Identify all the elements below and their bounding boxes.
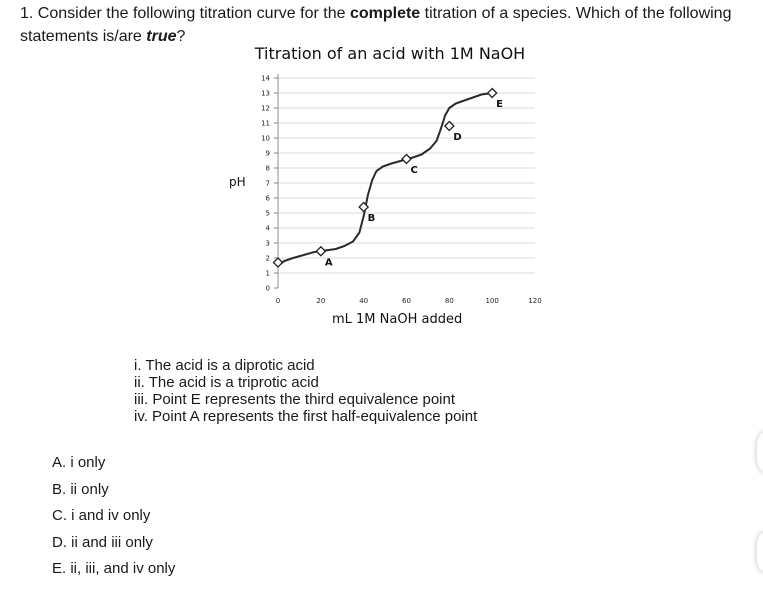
x-tick-label: 80 — [444, 297, 454, 305]
question-bold-word: complete — [349, 5, 421, 22]
answer-choices — [52, 450, 175, 583]
point-label-e: E — [496, 99, 504, 110]
choice-c[interactable]: C. i and iv only — [52, 507, 151, 524]
y-tick-label: 1 — [265, 269, 270, 278]
y-tick-label: 10 — [261, 134, 270, 143]
choice-b[interactable]: B. ii only — [52, 480, 109, 498]
x-tick-label: 100 — [485, 297, 499, 305]
y-tick-label: 13 — [261, 89, 270, 98]
titration-curve — [278, 93, 492, 269]
titration-chart — [220, 40, 560, 340]
y-tick-label: 11 — [261, 119, 270, 128]
x-tick-label: 40 — [359, 297, 369, 305]
chart-x-label: mL 1M NaOH added — [332, 312, 463, 327]
y-tick-label: 3 — [265, 239, 270, 248]
choice-a[interactable]: A. i only — [52, 454, 106, 471]
statement-4: iv. Point A represents the first half-equivalence point — [134, 408, 478, 425]
point-label-c: C — [410, 165, 418, 176]
point-label-a: A — [324, 257, 333, 269]
y-tick-label: 4 — [265, 224, 270, 233]
question-suffix: ? — [176, 28, 186, 45]
chart-y-label: pH — [229, 175, 246, 189]
chart-plot-area — [220, 40, 560, 340]
y-tick-label: 0 — [265, 284, 270, 293]
statement-2: ii. The acid is a triprotic acid — [134, 374, 319, 391]
statement-list — [134, 357, 477, 425]
choice-d[interactable]: D. ii and iii only — [52, 533, 153, 551]
point-marker-c — [402, 155, 411, 164]
y-tick-label: 2 — [265, 254, 270, 263]
y-tick-label: 9 — [265, 149, 270, 158]
point-label-b: B — [367, 213, 376, 224]
y-tick-label: 6 — [265, 194, 270, 203]
y-tick-label: 8 — [265, 164, 270, 173]
x-tick-label: 20 — [316, 297, 326, 305]
point-label-d: D — [453, 132, 462, 143]
point-marker-a — [316, 247, 325, 256]
y-tick-label: 12 — [261, 104, 270, 113]
y-tick-label: 7 — [265, 179, 270, 188]
y-tick-label: 14 — [261, 74, 270, 83]
question-middle: titration of a species. Which of the following statements is/are — [20, 5, 732, 45]
x-tick-label: 0 — [275, 297, 281, 305]
edge-scroll-handle-top[interactable] — [757, 430, 763, 474]
question-prefix: 1. Consider the following titration curve for the — [20, 5, 350, 22]
x-tick-label: 120 — [528, 297, 542, 305]
edge-scroll-handle-bottom[interactable] — [757, 530, 763, 574]
statement-1: i. The acid is a diprotic acid — [134, 357, 315, 374]
statement-3: iii. Point E represents the third equivalence point — [134, 391, 456, 408]
chart-title: Titration of an acid with 1M NaOH — [254, 44, 526, 63]
point-marker-e — [488, 89, 497, 98]
x-tick-label: 60 — [402, 297, 411, 305]
choice-e[interactable]: E. ii, iii, and iv only — [52, 560, 176, 577]
point-marker-start — [274, 258, 283, 267]
question-italic-word: true — [146, 28, 177, 45]
y-tick-label: 5 — [265, 209, 270, 218]
